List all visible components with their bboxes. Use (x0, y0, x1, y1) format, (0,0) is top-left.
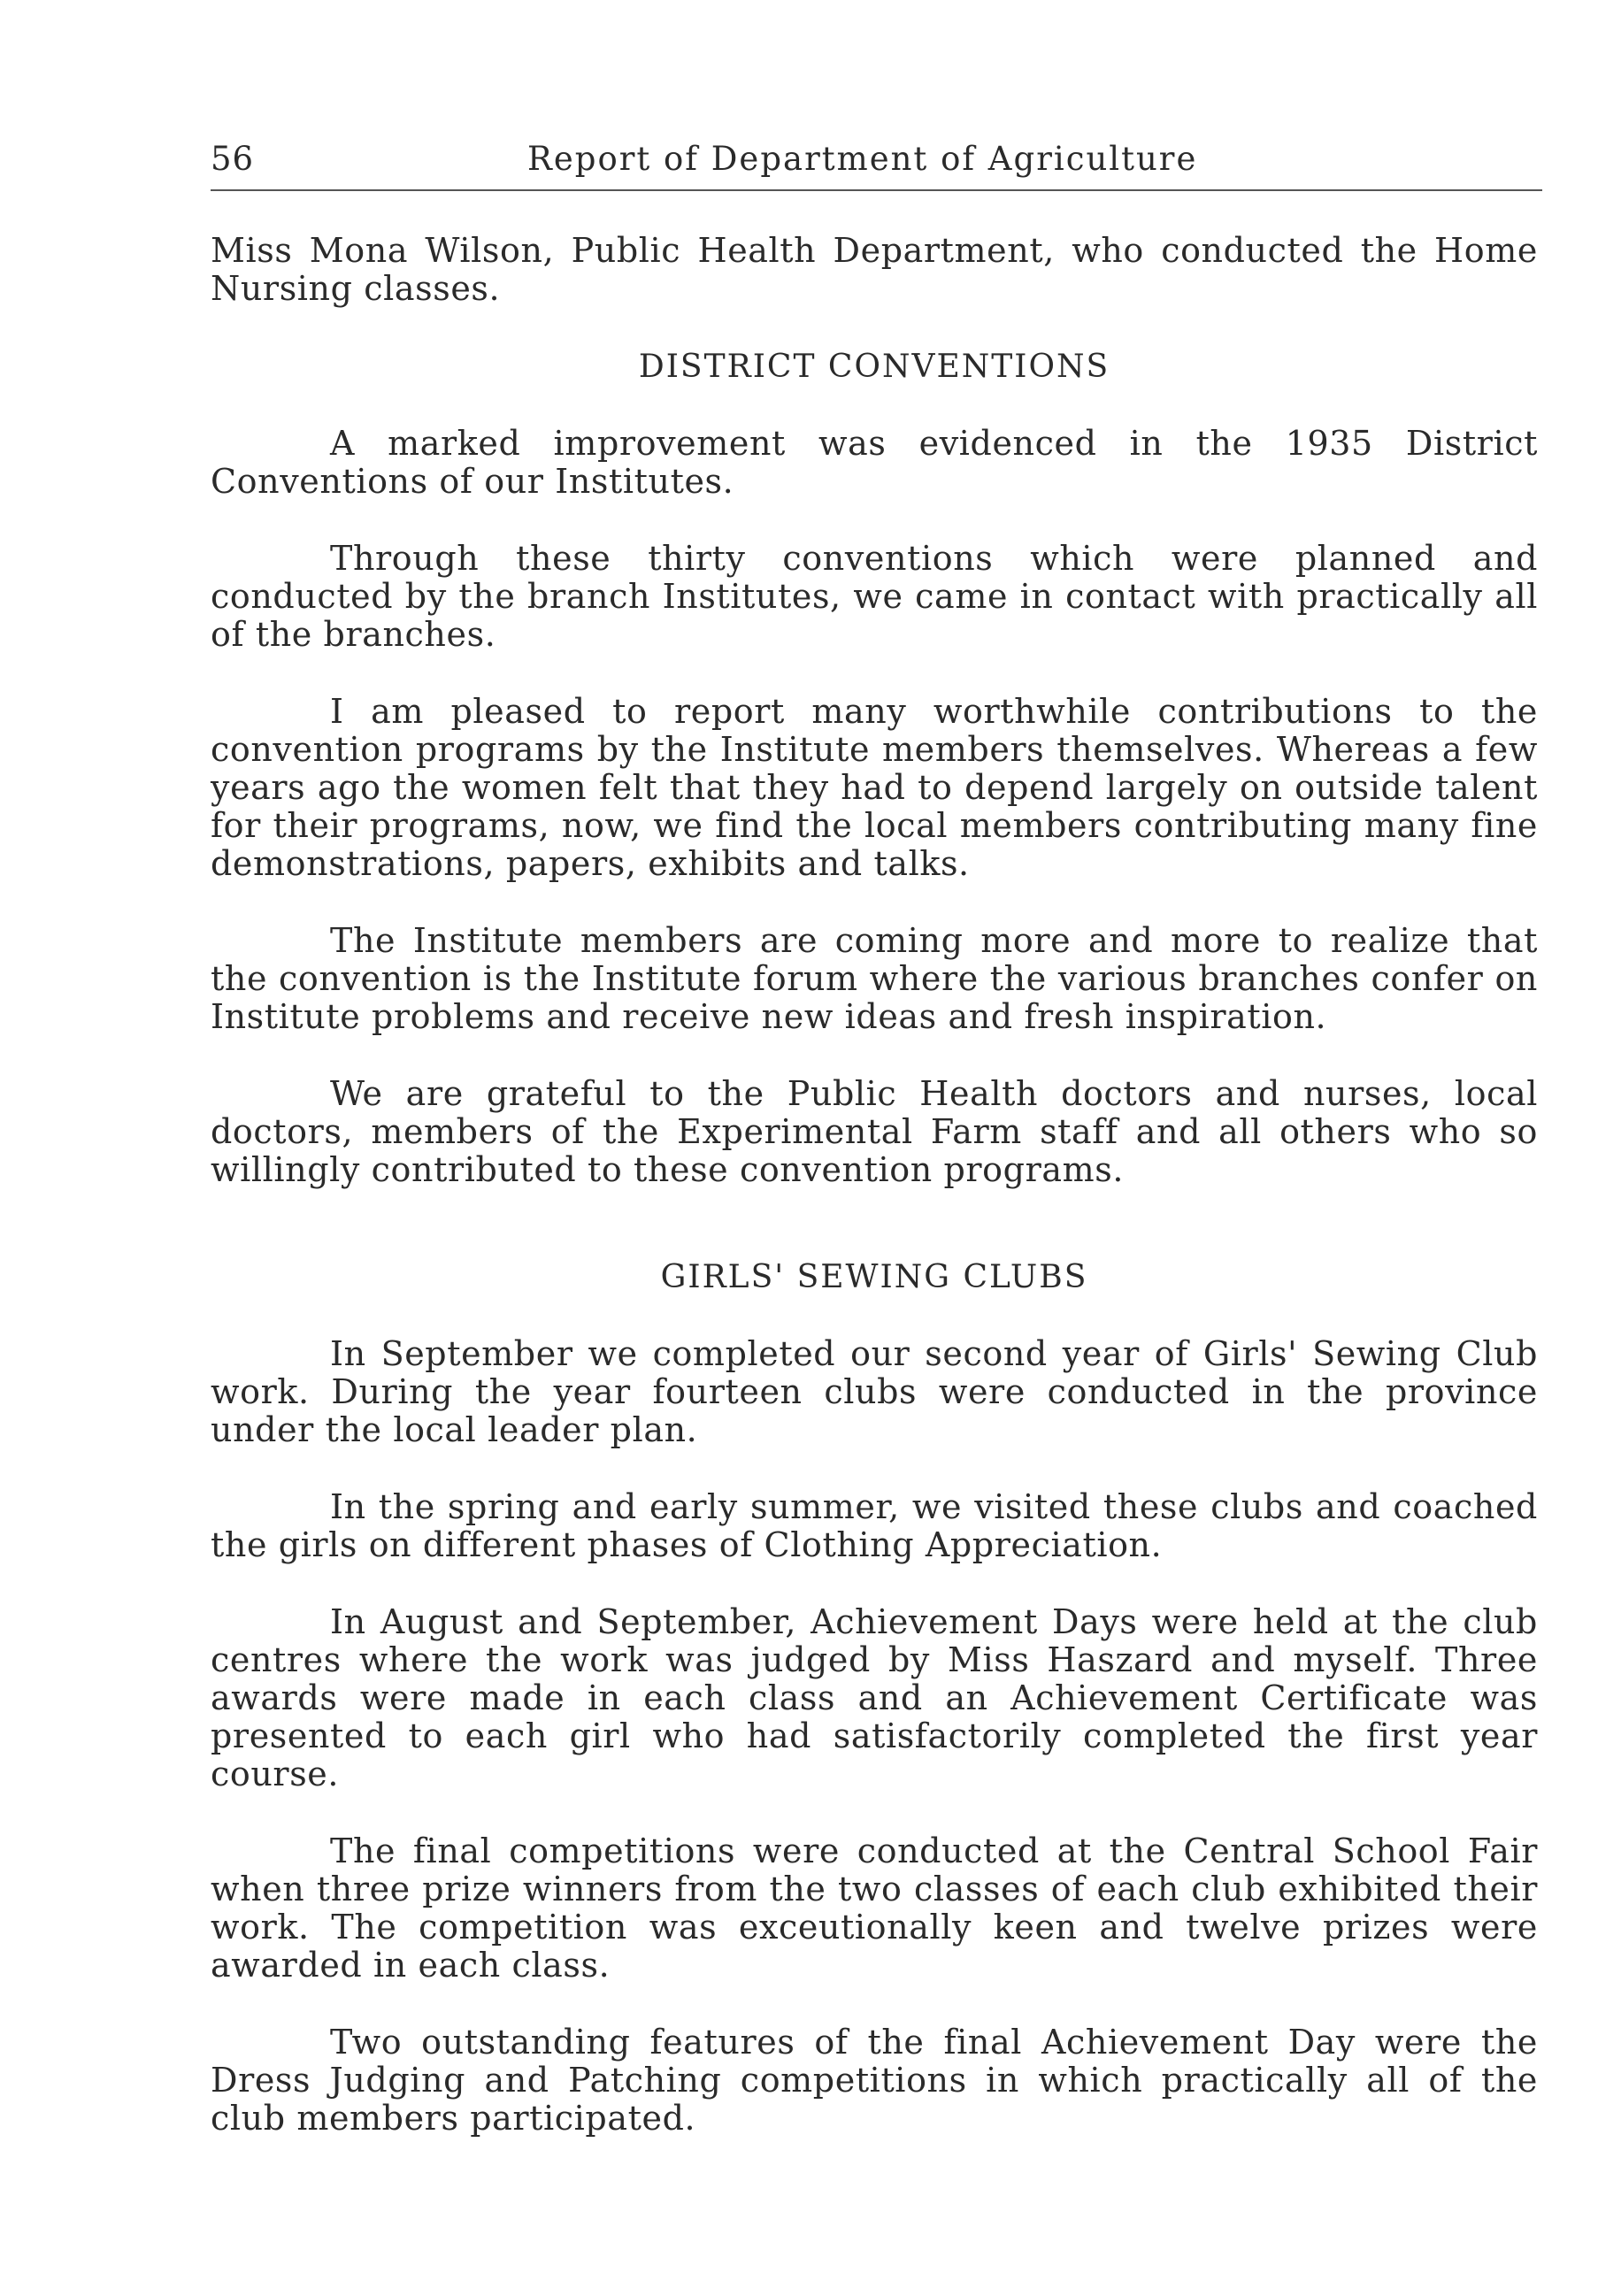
paragraph: I am pleased to report many worthwhile contributions to the convention programs by the Institute members themselves. Whereas a few years ago the women felt that they had to depend largely on outside talent for their programs, now, we find the local members contributing many fine demonstrations, papers, exhibits and talks. (211, 692, 1538, 883)
paragraph: The Institute members are coming more and more to realize that the convention is the Institute forum where the various branches confer on Institute problems and receive new ideas and fresh inspiration. (211, 921, 1538, 1036)
page-header (211, 140, 1538, 186)
paragraph: A marked improvement was evidenced in the 1935 District Conventions of our Institutes. (211, 424, 1538, 501)
page-number: 56 (211, 140, 255, 178)
running-title: Report of Department of Agriculture (527, 140, 1198, 178)
section-heading-girls-sewing-clubs: GIRLS' SEWING CLUBS (660, 1259, 1088, 1295)
paragraph: We are grateful to the Public Health doctors and nurses, local doctors, members of the Experimental Farm staff and all others who so willingly contributed to these convention programs. (211, 1074, 1538, 1189)
paragraph: Through these thirty conventions which were planned and conducted by the branch Institutes, we came in contact with practically all of the branches. (211, 539, 1538, 654)
page-body (211, 232, 1538, 2138)
section-heading-district-conventions: DISTRICT CONVENTIONS (638, 349, 1110, 385)
header-rule (211, 189, 1542, 191)
paragraph: In the spring and early summer, we visited these clubs and coached the girls on different phases of Clothing Appreciation. (211, 1487, 1538, 1564)
paragraph: In August and September, Achievement Days were held at the club centres where the work was judged by Miss Haszard and myself. Three awards were made in each class and an Achievement Certificate was presented to each girl who had satisfactorily completed the first year course. (211, 1602, 1538, 1793)
paragraph: In September we completed our second year of Girls' Sewing Club work. During the year fourteen clubs were conducted in the province under the local leader plan. (211, 1334, 1538, 1449)
paragraph: Two outstanding features of the final Achievement Day were the Dress Judging and Patching competitions in which practically all of the club members participated. (211, 2023, 1538, 2138)
paragraph: The final competitions were conducted at the Central School Fair when three prize winners from the two classes of each club exhibited their work. The competition was exceutionally keen and twelve prizes were awarded in each class. (211, 1831, 1538, 1985)
intro-paragraph: Miss Mona Wilson, Public Health Department, who conducted the Home Nursing classes. (211, 231, 1538, 308)
